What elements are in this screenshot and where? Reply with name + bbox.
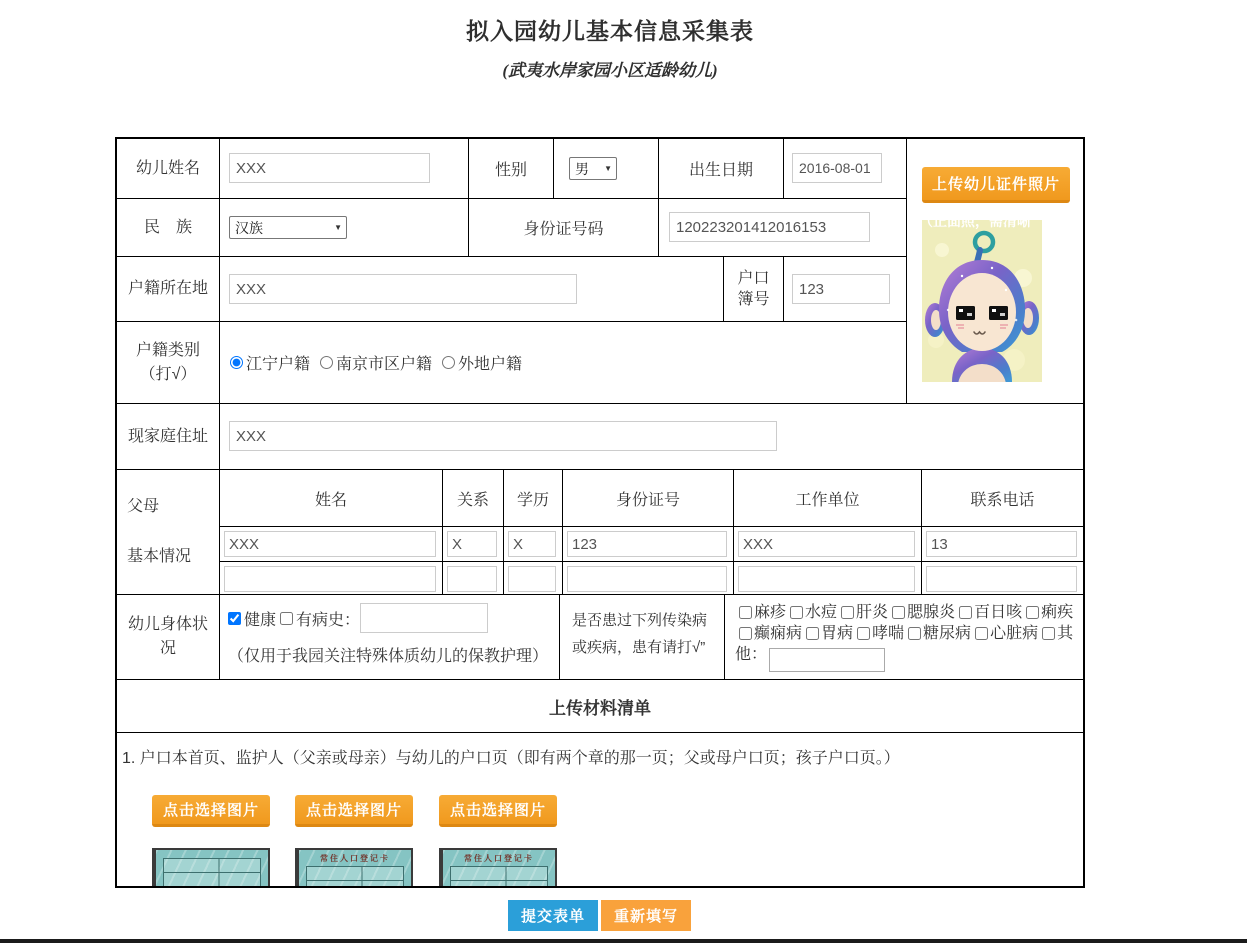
cell-health-question	[560, 595, 725, 680]
parent1-id-input[interactable]	[567, 531, 727, 557]
page-subtitle: (武夷水岸家园小区适龄幼儿)	[502, 61, 718, 80]
parent2-relation-input[interactable]	[447, 566, 497, 592]
ethnicity-select[interactable]: 汉族 ▼	[229, 216, 347, 239]
disease-checkbox-xinzangbing[interactable]	[975, 627, 988, 640]
pick-image-button-1[interactable]: 点击选择图片	[152, 795, 270, 827]
cell-materials	[117, 733, 1083, 886]
cell-gender	[554, 139, 659, 199]
parent1-education-input[interactable]	[508, 531, 556, 557]
photo-hint: （正面照，需清晰	[919, 213, 1031, 229]
label-hukou-book: 户口 簿号	[724, 257, 784, 322]
table-row	[734, 527, 922, 562]
label-home-address: 现家庭住址	[117, 404, 220, 470]
disease-checkbox-tangniaobing[interactable]	[908, 627, 921, 640]
label-hukou-type: 户籍类别 （打√）	[117, 322, 220, 404]
parent1-name-input[interactable]	[224, 531, 436, 557]
label-health: 幼儿身体状 况	[117, 595, 220, 680]
child-photo	[922, 220, 1042, 382]
hukou-thumbnail-3: 常住人口登记卡	[439, 848, 557, 886]
cell-ethnicity	[220, 199, 469, 257]
parents-header-name: 姓名	[220, 470, 443, 527]
table-row	[563, 562, 734, 595]
parent2-phone-input[interactable]	[926, 566, 1077, 592]
hukou-thumbnail-1	[152, 848, 270, 886]
label-ethnicity: 民 族	[117, 199, 220, 257]
history-input[interactable]	[360, 603, 488, 633]
parents-header-id: 身份证号	[563, 470, 734, 527]
page-title: 拟入园幼儿基本信息采集表	[466, 19, 754, 44]
chevron-down-icon: ▼	[604, 164, 612, 173]
health-question: 是否患过下列传染病或疾病，患有请打√”	[572, 612, 708, 656]
table-row	[922, 562, 1083, 595]
pick-image-button-3[interactable]: 点击选择图片	[439, 795, 557, 827]
table-row	[734, 562, 922, 595]
submit-button[interactable]: 提交表单	[508, 900, 598, 931]
radio-nanjing-city[interactable]	[320, 356, 333, 369]
chevron-down-icon: ▼	[334, 223, 342, 232]
label-child-name: 幼儿姓名	[117, 139, 220, 199]
disease-checkbox-xiaochuan[interactable]	[857, 627, 870, 640]
cell-photo	[907, 139, 1083, 404]
table-row	[922, 527, 1083, 562]
table-row	[504, 562, 563, 595]
radio-other-place[interactable]	[442, 356, 455, 369]
cell-health-left: 健康 有病史： （仅用于我园关注特殊体质幼儿的保教护理）	[220, 595, 560, 680]
disease-checkbox-mazhen[interactable]	[739, 606, 752, 619]
table-row	[504, 527, 563, 562]
parent2-education-input[interactable]	[508, 566, 556, 592]
label-id-number: 身份证号码	[469, 199, 659, 257]
parent2-workunit-input[interactable]	[738, 566, 915, 592]
cell-child-name	[220, 139, 469, 199]
parent2-name-input[interactable]	[224, 566, 436, 592]
label-parents: 父母 基本情况	[117, 470, 220, 595]
id-number-input[interactable]	[669, 212, 870, 242]
disease-checkbox-bairike[interactable]	[959, 606, 972, 619]
disease-checkbox-other[interactable]	[1042, 627, 1055, 640]
home-address-input[interactable]	[229, 421, 777, 451]
health-note: （仅用于我园关注特殊体质幼儿的保教护理）	[228, 648, 549, 665]
parent1-phone-input[interactable]	[926, 531, 1077, 557]
parent1-relation-input[interactable]	[447, 531, 497, 557]
label-gender: 性别	[469, 139, 554, 199]
disease-other-input[interactable]	[769, 648, 885, 672]
hukou-thumbnail-2: 常住人口登记卡	[295, 848, 413, 886]
disease-checkbox-weibing[interactable]	[806, 627, 819, 640]
window-bottom-edge	[0, 939, 1247, 943]
parents-header-workunit: 工作单位	[734, 470, 922, 527]
materials-item-1: 1. 户口本首页、监护人（父亲或母亲）与幼儿的户口页（即有两个章的那一页；父或母户口页；孩子户口页。）	[122, 750, 900, 767]
disease-checkbox-liji[interactable]	[1026, 606, 1039, 619]
cell-hukou-type: 江宁户籍 南京市区户籍 外地户籍	[220, 322, 907, 404]
history-checkbox[interactable]	[280, 612, 293, 625]
cell-hukou-location	[220, 257, 724, 322]
parent1-workunit-input[interactable]	[738, 531, 915, 557]
gender-select[interactable]: 男 ▼	[569, 157, 617, 180]
parents-header-relation: 关系	[443, 470, 504, 527]
table-row	[220, 527, 443, 562]
child-name-input[interactable]	[229, 153, 430, 183]
disease-checkbox-dianxianbing[interactable]	[739, 627, 752, 640]
table-row	[220, 562, 443, 595]
label-hukou-location: 户籍所在地	[117, 257, 220, 322]
hukou-location-input[interactable]	[229, 274, 577, 304]
disease-checkbox-shuidou[interactable]	[790, 606, 803, 619]
pick-image-button-2[interactable]: 点击选择图片	[295, 795, 413, 827]
label-birth-date: 出生日期	[659, 139, 784, 199]
upload-photo-button[interactable]: 上传幼儿证件照片	[922, 167, 1070, 203]
materials-header: 上传材料清单	[117, 680, 1083, 733]
parent2-id-input[interactable]	[567, 566, 727, 592]
disease-checkbox-ganyan[interactable]	[841, 606, 854, 619]
cell-hukou-book	[784, 257, 907, 322]
reset-button[interactable]: 重新填写	[601, 900, 691, 931]
cell-id-number	[659, 199, 907, 257]
radio-jiangning[interactable]	[230, 356, 243, 369]
hukou-book-input[interactable]	[792, 274, 890, 304]
cell-birth-date	[784, 139, 907, 199]
birth-date-input[interactable]	[792, 153, 882, 183]
cell-home-address	[220, 404, 1083, 470]
healthy-checkbox[interactable]	[228, 612, 241, 625]
table-row	[443, 562, 504, 595]
table-row	[443, 527, 504, 562]
table-row	[563, 527, 734, 562]
disease-checkbox-saixianyan[interactable]	[892, 606, 905, 619]
parents-header-education: 学历	[504, 470, 563, 527]
cell-health-diseases: 麻疹 水痘 肝炎 腮腺炎 百日咳 痢疾癫痫病 胃病 哮喘 糖尿病 心脏病 其他：	[725, 595, 1083, 680]
form-table	[115, 137, 1085, 888]
parents-header-phone: 联系电话	[922, 470, 1083, 527]
